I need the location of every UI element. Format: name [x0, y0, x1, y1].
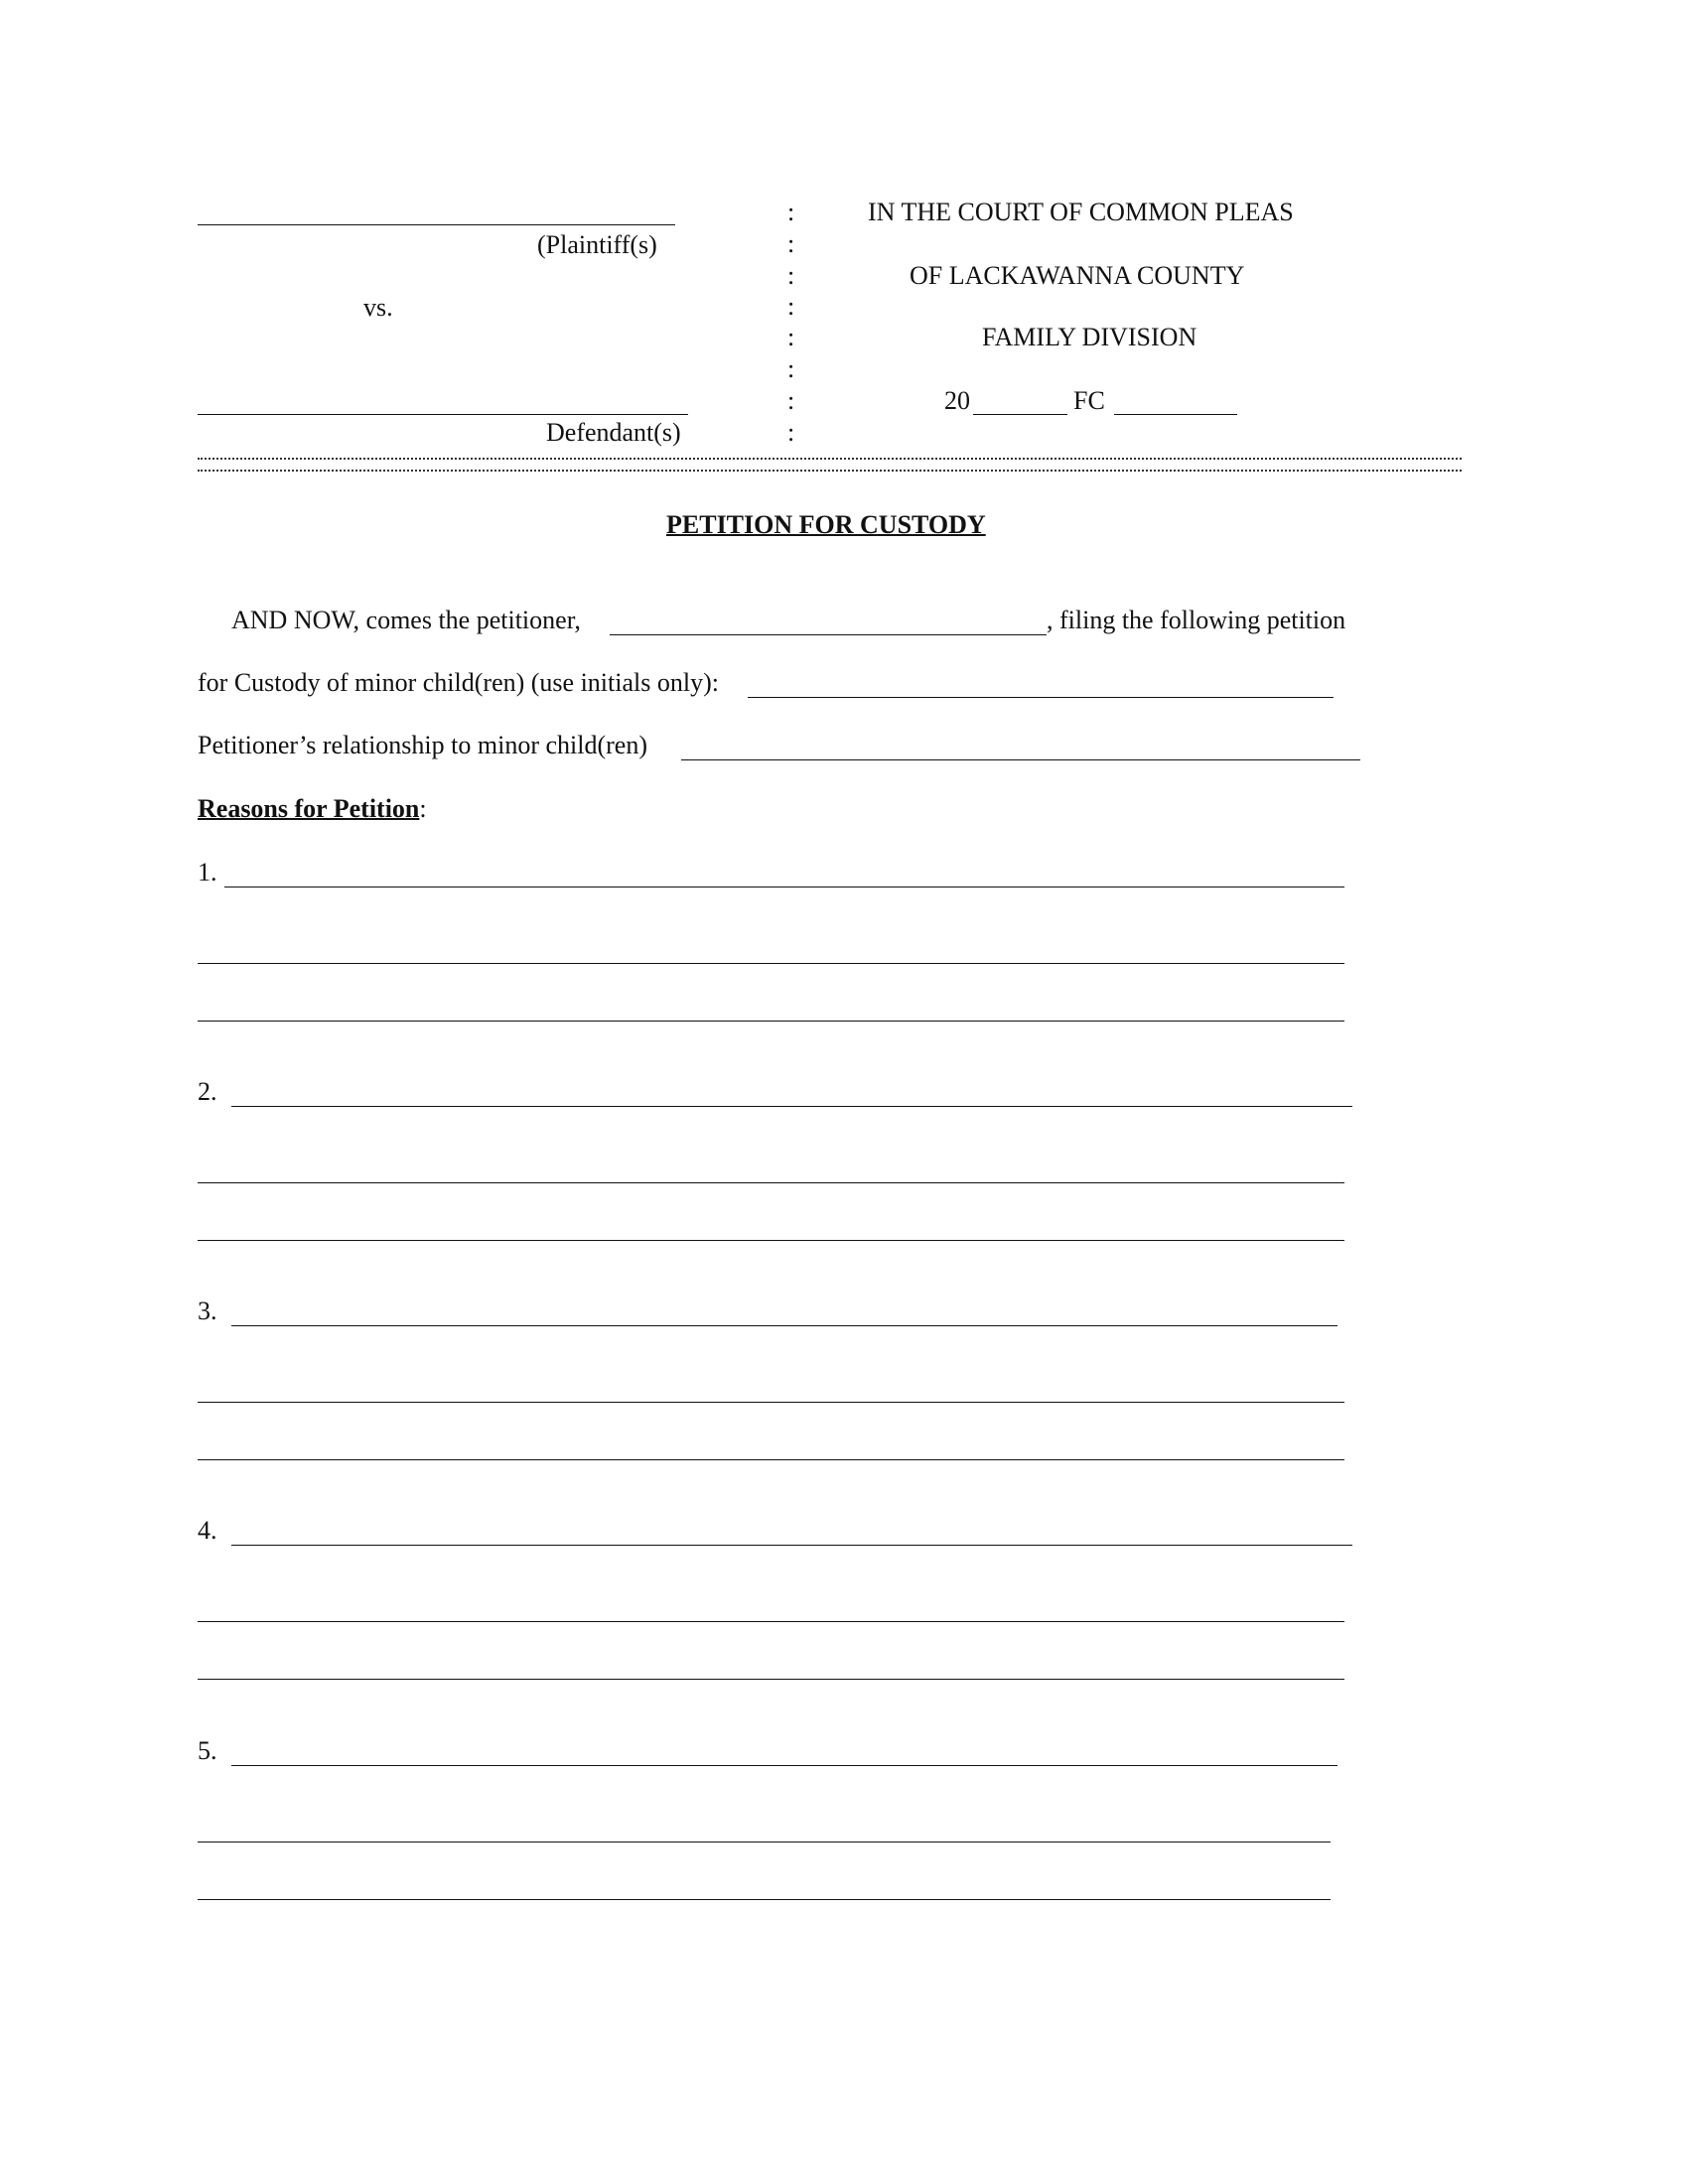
custody-of-text: for Custody of minor child(ren) (use initials only): [198, 668, 719, 697]
reason-5-line-3[interactable] [198, 1899, 1331, 1900]
reason-3-line-1[interactable] [231, 1325, 1337, 1326]
reason-4-line-2[interactable] [198, 1621, 1344, 1622]
caption-colon: : [787, 386, 795, 415]
reason-3-line-2[interactable] [198, 1402, 1344, 1403]
reason-2-line-2[interactable] [198, 1182, 1344, 1183]
docket-prefix: 20 [944, 386, 970, 415]
caption-colon: : [787, 354, 795, 383]
petitioner-name-field[interactable] [610, 634, 1047, 635]
reason-5-line-1[interactable] [231, 1765, 1337, 1766]
separator-dotted-1 [198, 458, 1462, 460]
relationship-text: Petitioner’s relationship to minor child(ren) [198, 731, 647, 759]
reason-1-line-2[interactable] [198, 963, 1344, 964]
relationship-field[interactable] [681, 759, 1360, 760]
reason-3-line-3[interactable] [198, 1459, 1344, 1460]
reason-number: 2. [198, 1077, 217, 1106]
caption-colon: : [787, 198, 795, 226]
reason-number: 1. [198, 858, 217, 887]
reason-2-line-1[interactable] [231, 1106, 1352, 1107]
caption-colon: : [787, 229, 795, 258]
reason-5-line-2[interactable] [198, 1842, 1331, 1843]
reason-number: 5. [198, 1736, 217, 1765]
reasons-heading-text: Reasons for Petition [198, 794, 420, 823]
caption-colon: : [787, 261, 795, 290]
docket-year-field[interactable] [973, 414, 1067, 415]
reason-2-line-3[interactable] [198, 1240, 1344, 1241]
plaintiff-line[interactable] [198, 224, 675, 225]
caption-colon: : [787, 418, 795, 447]
and-now-text: AND NOW, comes the petitioner, [231, 606, 581, 634]
separator-dotted-2 [198, 470, 1462, 472]
reason-4-line-3[interactable] [198, 1679, 1344, 1680]
court-line-1: IN THE COURT OF COMMON PLEAS [868, 198, 1294, 226]
reason-4-line-1[interactable] [231, 1545, 1352, 1546]
defendant-line[interactable] [198, 414, 688, 415]
reason-number: 3. [198, 1297, 217, 1325]
reason-1-line-3[interactable] [198, 1021, 1344, 1022]
caption-colon: : [787, 292, 795, 321]
child-initials-field[interactable] [748, 697, 1334, 698]
reasons-heading [198, 794, 427, 824]
page-title: PETITION FOR CUSTODY [666, 510, 986, 539]
court-line-2: OF LACKAWANNA COUNTY [910, 261, 1245, 290]
reasons-colon: : [419, 794, 427, 823]
docket-number-field[interactable] [1114, 414, 1237, 415]
vs-label: vs. [363, 293, 393, 322]
defendant-label: Defendant(s) [546, 418, 681, 447]
plaintiff-label: (Plaintiff(s) [537, 230, 657, 259]
caption-colon: : [787, 323, 795, 351]
docket-fc: FC [1073, 386, 1105, 415]
court-line-3: FAMILY DIVISION [982, 323, 1197, 351]
reason-number: 4. [198, 1516, 217, 1545]
filing-text: , filing the following petition [1047, 606, 1346, 634]
